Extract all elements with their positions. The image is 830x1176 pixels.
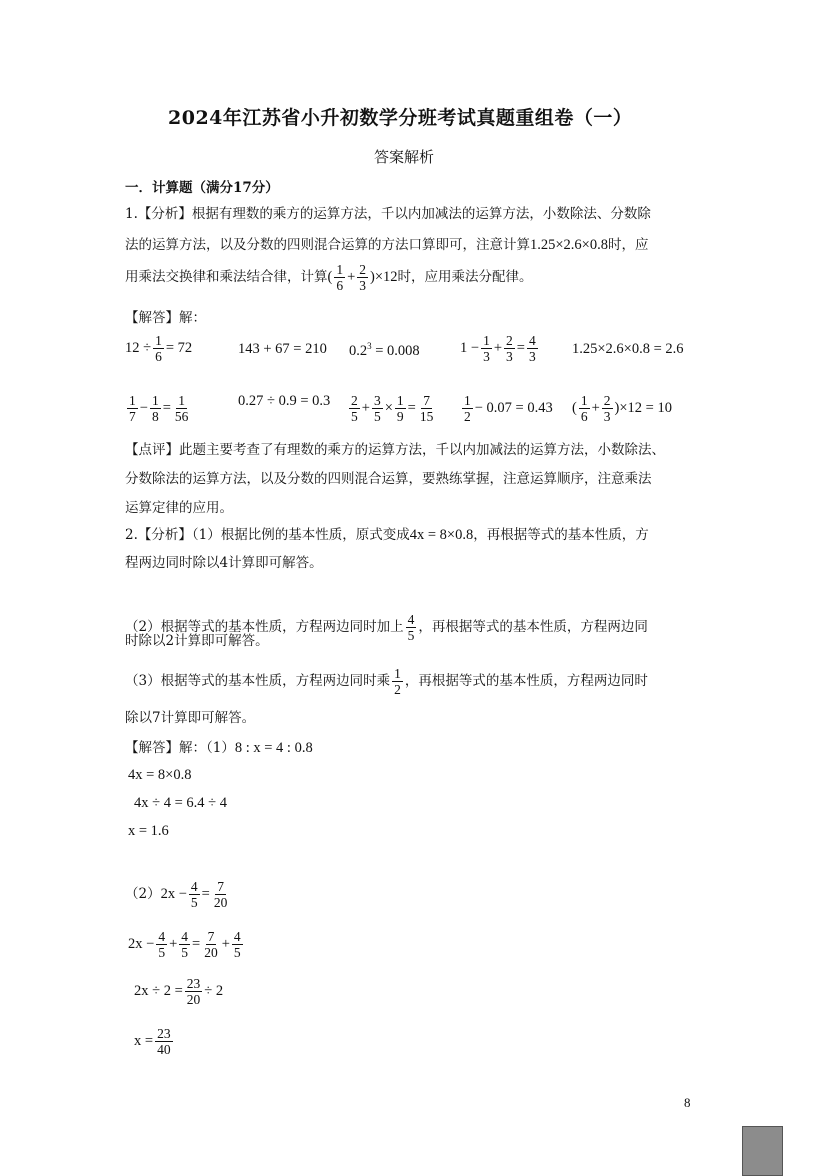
- answer-item: 0.27 ÷ 0.9 = 0.3: [238, 393, 331, 409]
- page-title: 2024年江苏省小升初数学分班考试真题重组卷（一）: [168, 107, 633, 129]
- section-heading: 一．计算题（满分17分）: [125, 180, 279, 196]
- answer-tag: 【解答】解：（1）: [125, 740, 235, 756]
- page-number: 8: [684, 1095, 691, 1110]
- equation-step: 4x = 8×0.8: [128, 767, 192, 783]
- equation-step: （2）2x − $\frac{4}{5}$ = $\frac{7}{20}$: [125, 879, 228, 910]
- q1-analysis-line3: [125, 262, 533, 293]
- equation-step: 2x ÷ 2 = $\frac{23}{20}$ ÷ 2: [134, 976, 224, 1007]
- analysis-tag: 【分析】: [137, 527, 192, 543]
- q2-analysis-line1: 2.【分析】（1）根据比例的基本性质，原式变成4x = 8×0.8，再根据等式的基本性质，方: [125, 527, 649, 543]
- page-corner-tab: [742, 1126, 783, 1176]
- answer-item: 1.25×2.6×0.8 = 2.6: [572, 341, 684, 357]
- q2-label: 2.: [125, 527, 138, 543]
- q1-label: 1.: [125, 206, 138, 222]
- equation-step: x = 1.6: [128, 823, 169, 839]
- q1-analysis-text: 时，应用乘法分配律。: [397, 268, 533, 285]
- q1-comment-line3: 运算定律的应用。: [125, 500, 233, 516]
- answer-item: 12 ÷ $\frac{1}{6}$ = 72: [125, 333, 193, 364]
- q1-analysis-text: 法的运算方法，以及分数的四则混合运算的方法口算即可，注意计算: [125, 237, 530, 253]
- analysis-tag: 【分析】: [137, 206, 192, 222]
- q1-analysis-line2: [125, 235, 648, 255]
- answer-item: ( $\frac{1}{6}$ + $\frac{2}{3}$ )×12 = 10: [572, 393, 672, 424]
- q2-analysis-line3: （2）根据等式的基本性质，方程两边同时加上 $\frac{4}{5}$ ，再根据等式的基本性质，方程两边同: [125, 612, 648, 643]
- q2-analysis-line2: 程两边同时除以4计算即可解答。: [125, 555, 323, 571]
- math-expression: 1.25×2.6×0.8: [530, 237, 608, 253]
- q1-answer-tag: 【解答】解：: [125, 310, 206, 326]
- equation-step: x = $\frac{23}{40}$: [134, 1026, 171, 1057]
- answer-item: $0.2^3 = 0.008$: [349, 341, 420, 359]
- answer-item: 1 − $\frac{1}{3}$ + $\frac{2}{3}$ = $\frac{4}{3}$: [460, 333, 536, 364]
- q2-analysis-line4: 时除以2计算即可解答。: [125, 633, 269, 649]
- answer-item: 143 + 67 = 210: [238, 341, 327, 357]
- q1-analysis-text: 用乘法交换律和乘法结合律，计算: [125, 268, 328, 285]
- q2-analysis-line5: （3）根据等式的基本性质，方程两边同时乘 $\frac{1}{2}$ ，再根据等式的基本性质，方程两边同时: [125, 666, 648, 697]
- answer-item: $\frac{1}{7}$ − $\frac{1}{8}$ = $\frac{1}{56}$: [129, 393, 189, 424]
- q2-analysis-line6: 除以7计算即可解答。: [125, 710, 256, 726]
- math-expression: ( $\frac{1}{6}$ + $\frac{2}{3}$ )×12: [327, 262, 398, 293]
- answer-item: $\frac{2}{5}$ + $\frac{3}{5}$ × $\frac{1}{9}$ = $\frac{7}{15}$: [351, 393, 434, 424]
- q1-analysis-text: 根据有理数的乘方的运算方法，千以内加减法的运算方法，小数除法、分数除: [191, 206, 651, 222]
- page-subtitle: 答案解析: [374, 148, 435, 166]
- comment-tag: 【点评】: [125, 442, 179, 458]
- q2-answer-line: 【解答】解：（1）8 : x = 4 : 0.8: [125, 740, 313, 756]
- equation-step: 2x − $\frac{4}{5}$ + $\frac{4}{5}$ = $\frac{7}{20}$ + $\frac{4}{5}$: [128, 929, 241, 960]
- equation-step: 4x ÷ 4 = 6.4 ÷ 4: [134, 795, 227, 811]
- q1-comment-line1: 【点评】此题主要考查了有理数的乘方的运算方法，千以内加减法的运算方法，小数除法、: [125, 442, 665, 458]
- q1-analysis-line1: [125, 204, 651, 224]
- q1-analysis-text: 时，应: [607, 237, 649, 253]
- answer-item: $\frac{1}{2}$ − 0.07 = 0.43: [464, 393, 553, 424]
- q1-comment-line2: 分数除法的运算方法，以及分数的四则混合运算，要熟练掌握，注意运算顺序，注意乘法: [125, 471, 652, 487]
